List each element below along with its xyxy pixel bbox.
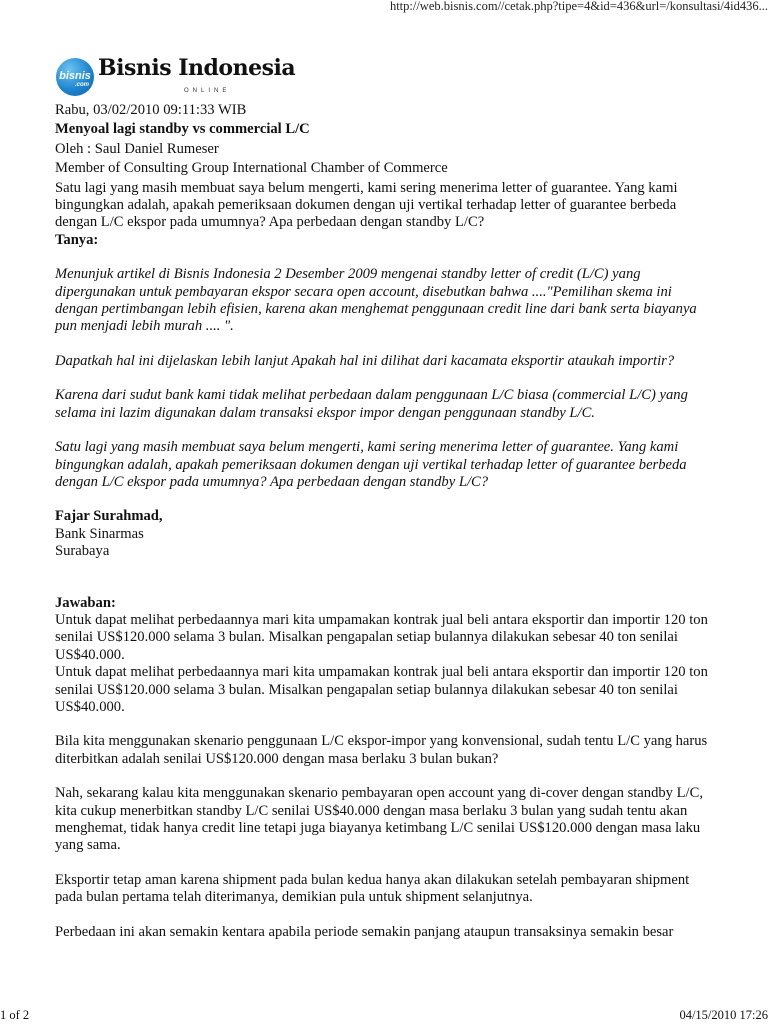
- logo-tagline: ONLINE: [184, 88, 231, 94]
- site-logo: [56, 55, 296, 96]
- answer-paragraph: Eksportir tetap aman karena shipment pada bulan kedua hanya akan dilakukan setelah pembayaran shipment pada bulan pertama telah diterimanya, demikian pula untuk shipment selanjutnya.: [55, 871, 690, 906]
- question-paragraph: Satu lagi yang masih membuat saya belum mengerti, kami sering menerima letter of guarantee. Yang kami bingungkan adalah, apakah pemeriksaan dokumen dengan uji vertikal terhadap letter of guarantee berbeda dengan L/C ekspor pada umumnya? Apa perbedaan dengan standby L/C?: [55, 439, 687, 490]
- answer-paragraph: Untuk dapat melihat perbedaannya mari kita umpamakan kontrak jual beli antara eksportir dan importir 120 ton senilai US$120.000 selama 3 bulan. Misalkan pengapalan setiap bulannya dilakukan sebesar 40 ton senilai US$40.000.: [55, 664, 708, 715]
- article-title: Menyoal lagi standby vs commercial L/C: [55, 121, 310, 138]
- sender-name: Fajar Surahmad,: [55, 508, 163, 525]
- article-body: [55, 102, 715, 941]
- question-paragraph: Dapatkah hal ini dijelaskan lebih lanjut Apakah hal ini dilihat dari kacamata eksportir ataukah importir?: [55, 352, 675, 369]
- badge-text: bisnis: [59, 70, 91, 82]
- answer-paragraph: Untuk dapat melihat perbedaannya mari kita umpamakan kontrak jual beli antara eksportir dan importir 120 ton senilai US$120.000 selama 3 bulan. Misalkan pengapalan setiap bulannya dilakukan sebesar 40 ton senilai US$40.000.: [55, 611, 708, 663]
- intro-paragraph: Satu lagi yang masih membuat saya belum mengerti, kami sering menerima letter of guarantee. Yang kami bingungkan adalah, apakah pemeriksaan dokumen dengan uji vertikal terhadap letter of guarantee berbeda dengan L/C ekspor pada umumnya? Apa perbedaan dengan standby L/C?: [55, 179, 678, 231]
- article-author: Oleh : Saul Daniel Rumeser: [55, 140, 219, 157]
- sender-city: Surabaya: [55, 543, 110, 560]
- print-timestamp: 04/15/2010 17:26: [679, 1007, 768, 1022]
- page-url: http://web.bisnis.com//cetak.php?tipe=4&id=436&url=/konsultasi/4id436...: [389, 0, 768, 13]
- author-role: Member of Consulting Group International Chamber of Commerce: [55, 160, 448, 177]
- bisnis-com-badge: [56, 58, 94, 96]
- badge-suffix: .com: [75, 82, 90, 88]
- question-paragraph: Menunjuk artikel di Bisnis Indonesia 2 Desember 2009 mengenai standby letter of credit (L/C) yang dipergunakan untuk pembayaran ekspor secara open account, disebutkan bahwa ...."Pemilihan skema ini dengan pertimbangan lebih efisien, karena akan menghemat penggunaan credit line dari bank serta biayanya pun menjadi lebih murah .... ".: [55, 266, 697, 335]
- answer-paragraph: Perbedaan ini akan semakin kentara apabila periode semakin panjang ataupun transaksinya semakin besar: [55, 923, 674, 940]
- question-label: Tanya:: [55, 231, 99, 248]
- answer-paragraph: Bila kita menggunakan skenario penggunaan L/C ekspor-impor yang konvensional, sudah tentu L/C yang harus diterbitkan adalah senilai US$120.000 dengan masa berlaku 3 bulan bukan?: [55, 733, 708, 767]
- article-date: Rabu, 03/02/2010 09:11:33 WIB: [55, 102, 247, 118]
- answer-paragraph: Nah, sekarang kalau kita menggunakan skenario pembayaran open account yang di-cover dengan standby L/C, kita cukup menerbitkan standby L/C senilai US$40.000 dengan masa berlaku 3 bulan yang sudah tentu akan menghemat, tidak hanya credit line tetapi juga biayanya ketimbang L/C senilai US$120.000 dengan masa laku yang sama.: [55, 785, 703, 854]
- sender-bank: Bank Sinarmas: [55, 525, 144, 542]
- page-number: 1 of 2: [0, 1007, 30, 1022]
- question-paragraph: Karena dari sudut bank kami tidak melihat perbedaan dalam penggunaan L/C biasa (commercial L/C) yang selama ini lazim digunakan dalam transaksi ekspor impor dengan penggunaan standby L/C.: [55, 387, 688, 421]
- answer-label: Jawaban:: [55, 594, 116, 611]
- logo-name: Bisnis Indonesia: [98, 55, 296, 81]
